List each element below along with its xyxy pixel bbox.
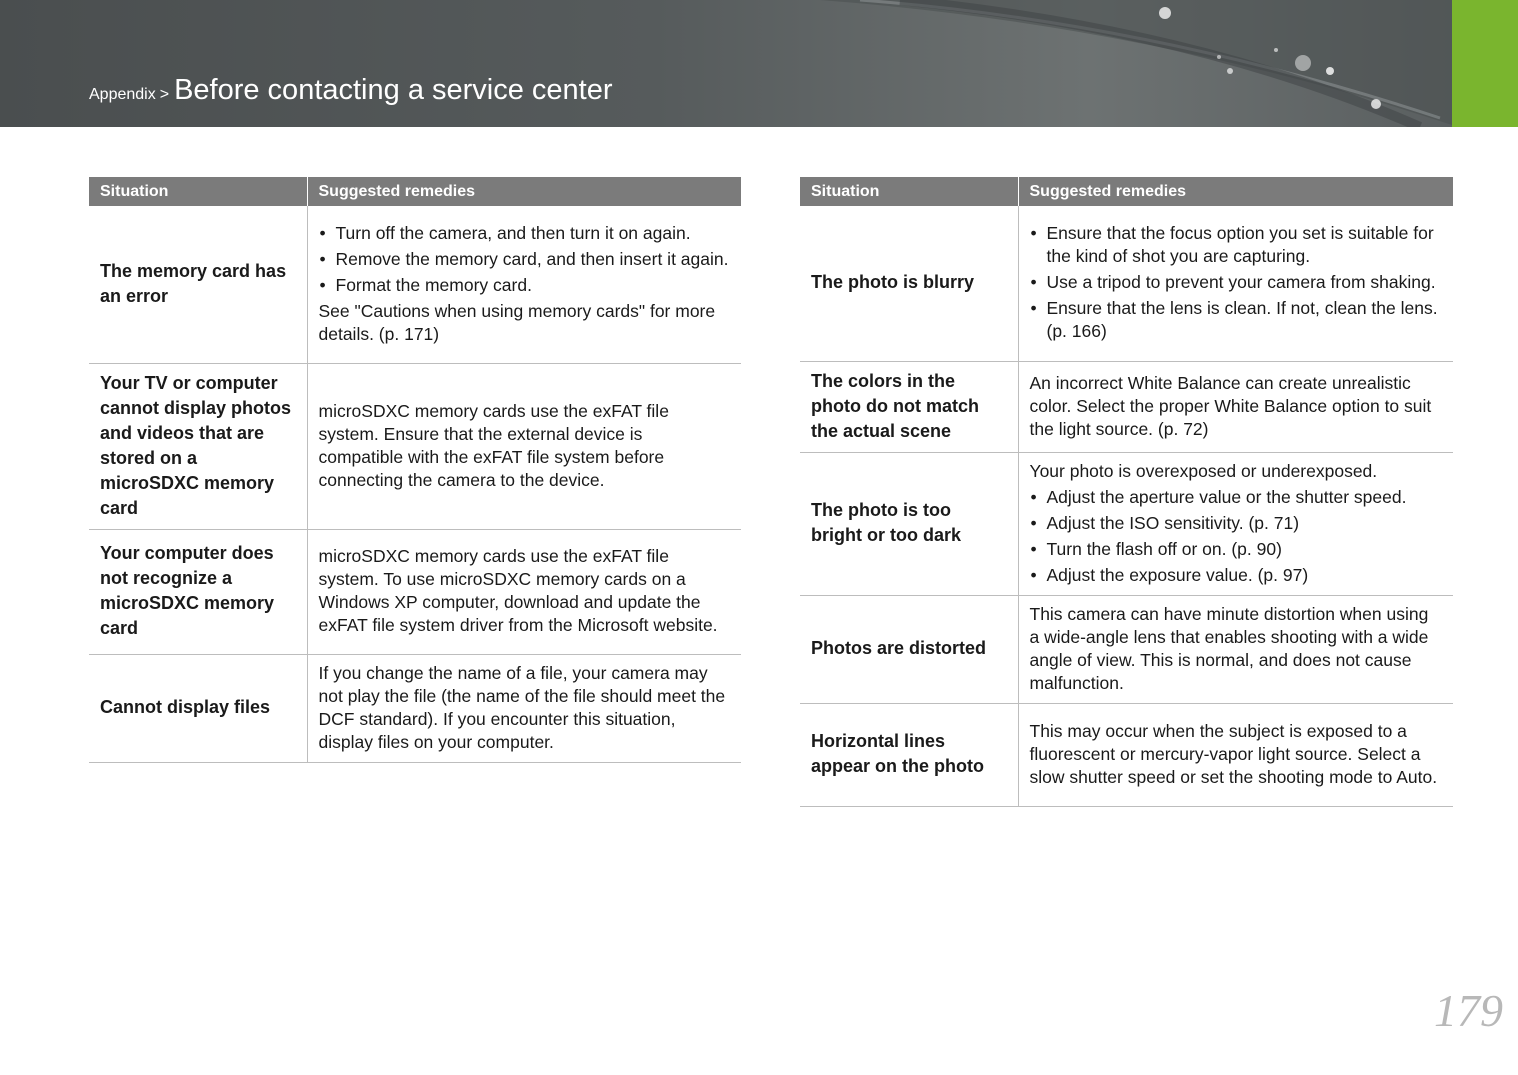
table-row <box>89 529 741 654</box>
table-row <box>800 703 1453 806</box>
page-title: Before contacting a service center <box>174 74 613 106</box>
remedy-item: • Turn off the camera, and then turn it on again. <box>319 222 731 245</box>
column-header-situation: Situation <box>89 177 307 206</box>
troubleshooting-table-right <box>800 177 1453 807</box>
remedy-item: • Adjust the ISO sensitivity. (p. 71) <box>1030 512 1443 535</box>
troubleshooting-table-left <box>89 177 741 763</box>
remedy-cell: An incorrect White Balance can create unrealistic color. Select the proper White Balance option to suit the light source. (p. 72) <box>1018 361 1453 452</box>
remedy-list <box>1030 486 1443 587</box>
table-row <box>800 595 1453 703</box>
breadcrumb-separator: > <box>159 86 170 103</box>
remedy-cell <box>307 206 741 363</box>
column-header-situation: Situation <box>800 177 1018 206</box>
remedy-item: • Turn the flash off or on. (p. 90) <box>1030 538 1443 561</box>
remedy-item: • Remove the memory card, and then insert it again. <box>319 248 731 271</box>
situation-cell: The photo is blurry <box>800 206 1018 361</box>
table-row <box>89 363 741 529</box>
situation-cell: Horizontal lines appear on the photo <box>800 703 1018 806</box>
remedy-list <box>1030 222 1443 343</box>
situation-cell: The colors in the photo do not match the actual scene <box>800 361 1018 452</box>
remedy-item: • Use a tripod to prevent your camera from shaking. <box>1030 271 1443 294</box>
table-row <box>89 206 741 363</box>
remedy-cell: If you change the name of a file, your camera may not play the file (the name of the file should meet the DCF standard). If you encounter this situation, display files on your computer. <box>307 654 741 762</box>
page-header <box>0 0 1452 127</box>
situation-cell: The photo is too bright or too dark <box>800 452 1018 595</box>
table-header-row <box>800 177 1453 206</box>
column-header-remedies: Suggested remedies <box>307 177 741 206</box>
remedy-note: See "Cautions when using memory cards" for more details. (p. 171) <box>318 300 716 344</box>
remedy-item: • Ensure that the lens is clean. If not, clean the lens. (p. 166) <box>1030 297 1443 343</box>
breadcrumb <box>89 74 613 107</box>
column-header-remedies: Suggested remedies <box>1018 177 1453 206</box>
table-row <box>800 361 1453 452</box>
situation-cell: The memory card has an error <box>89 206 307 363</box>
table-row <box>800 452 1453 595</box>
remedy-item: • Adjust the aperture value or the shutter speed. <box>1030 486 1443 509</box>
header-decoration <box>0 0 1452 127</box>
chapter-tab <box>1452 0 1518 127</box>
remedy-item: • Adjust the exposure value. (p. 97) <box>1030 564 1443 587</box>
situation-cell: Your computer does not recognize a microSDXC memory card <box>89 529 307 654</box>
breadcrumb-parent[interactable]: Appendix <box>89 86 156 103</box>
remedy-cell: microSDXC memory cards use the exFAT file system. Ensure that the external device is compatible with the exFAT file system before connecting the camera to the device. <box>307 363 741 529</box>
remedy-cell: This may occur when the subject is exposed to a fluorescent or mercury-vapor light source. Select a slow shutter speed or set the shooting mode to Auto. <box>1018 703 1453 806</box>
situation-cell: Your TV or computer cannot display photos and videos that are stored on a microSDXC memory card <box>89 363 307 529</box>
remedy-intro: Your photo is overexposed or underexposed. <box>1029 460 1378 481</box>
remedy-cell <box>1018 452 1453 595</box>
table-row <box>800 206 1453 361</box>
remedy-cell: microSDXC memory cards use the exFAT file system. To use microSDXC memory cards on a Windows XP computer, download and update the exFAT file system driver from the Microsoft website. <box>307 529 741 654</box>
table-header-row <box>89 177 741 206</box>
situation-cell: Photos are distorted <box>800 595 1018 703</box>
table-row <box>89 654 741 762</box>
situation-cell: Cannot display files <box>89 654 307 762</box>
remedy-item: • Format the memory card. <box>319 274 731 297</box>
remedy-cell: This camera can have minute distortion when using a wide-angle lens that enables shooting with a wide angle of view. This is normal, and does not cause malfunction. <box>1018 595 1453 703</box>
page-number: 179 <box>1434 985 1503 1036</box>
remedy-item: • Ensure that the focus option you set is suitable for the kind of shot you are capturing. <box>1030 222 1443 268</box>
remedy-list <box>319 222 731 297</box>
remedy-cell <box>1018 206 1453 361</box>
